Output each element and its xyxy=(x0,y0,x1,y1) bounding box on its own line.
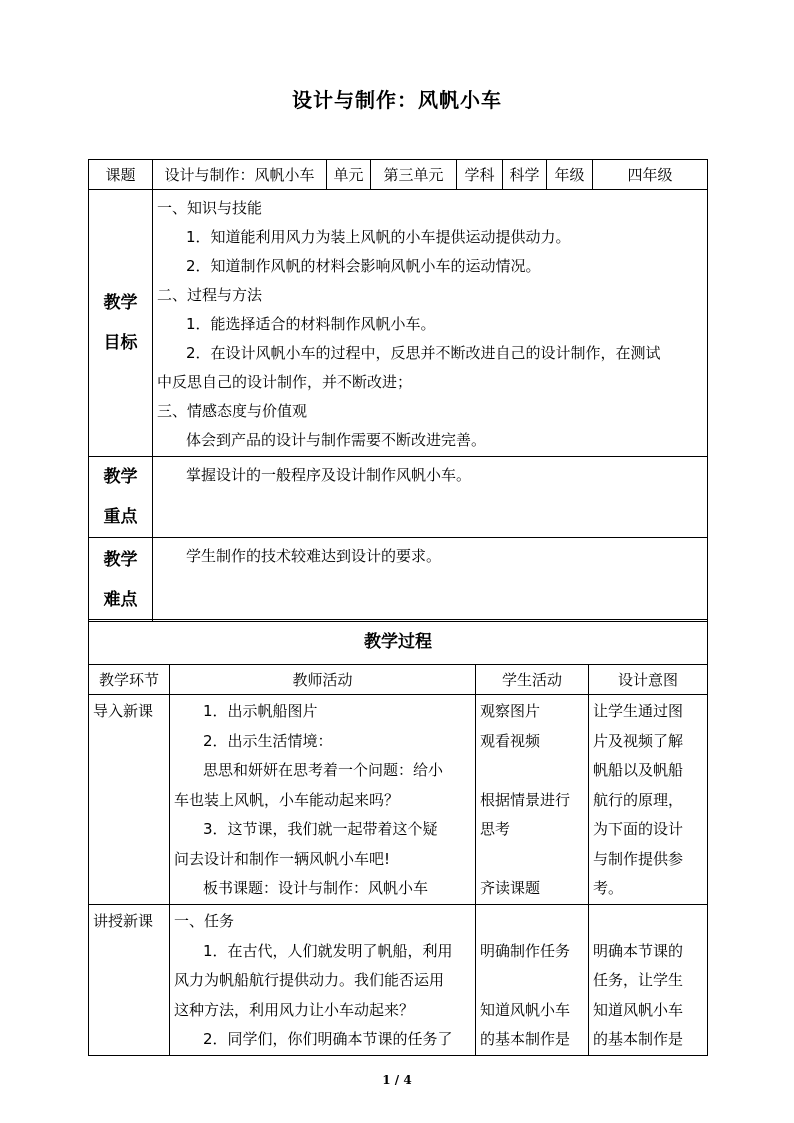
process-table xyxy=(88,619,708,1056)
process-header-row xyxy=(89,665,708,695)
col-header-teacher: 教师活动 xyxy=(170,665,476,695)
objectives-row xyxy=(89,190,708,457)
key-points-content xyxy=(153,457,708,538)
difficulties-row xyxy=(89,538,708,622)
objectives-line: 一、知识与技能 xyxy=(157,199,263,217)
teach-stage: 讲授新课 xyxy=(89,905,170,1056)
page-number: 1 / 4 xyxy=(382,1073,412,1087)
difficulties-label: 教学 难点 xyxy=(89,538,153,622)
objectives-line: 2．知道制作风帆的材料会影响风帆小车的运动情况。 xyxy=(186,257,541,275)
teach-teacher: 一、任务 1．在古代，人们就发明了帆船，利用 风力为帆船航行提供动力。我们能否运用 这种方法，利用风力让小车动起来？ 2．同学们，你们明确本节课的任务了 xyxy=(170,905,476,1056)
intro-teacher: 1．出示帆船图片 2．出示生活情境： 思思和妍妍在思考着一个问题：给小 车也装上风帆，小车能动起来吗？ 3．这节课，我们就一起带着这个疑 问去设计和制作一辆风帆小车吧! 板书课题：设计与制作：风帆小车 xyxy=(170,695,476,905)
course-label: 课题 xyxy=(89,160,153,190)
subject-label: 学科 xyxy=(457,160,503,190)
objectives-line: 二、过程与方法 xyxy=(157,286,263,304)
intro-intent: 让学生通过图 片及视频了解 帆船以及帆船 航行的原理， 为下面的设计 与制作提供参 考。 xyxy=(589,695,708,905)
intro-stage: 导入新课 xyxy=(89,695,170,905)
teach-intent: 明确本节课的 任务，让学生 知道风帆小车 的基本制作是 xyxy=(589,905,708,1056)
objectives-line: 1．知道能利用风力为装上风帆的小车提供运动提供动力。 xyxy=(186,228,571,246)
key-points-label: 教学 重点 xyxy=(89,457,153,538)
process-heading: 教学过程 xyxy=(89,620,708,665)
intro-row xyxy=(89,695,708,905)
course-value: 设计与制作：风帆小车 xyxy=(153,160,327,190)
info-row xyxy=(89,160,708,190)
objectives-line: 2．在设计风帆小车的过程中，反思并不断改进自己的设计制作，在测试 xyxy=(186,344,661,362)
objectives-line: 三、情感态度与价值观 xyxy=(157,402,308,420)
objectives-line: 1．能选择适合的材料制作风帆小车。 xyxy=(186,315,436,333)
objectives-line: 体会到产品的设计与制作需要不断改进完善。 xyxy=(186,431,487,449)
difficulties-content xyxy=(153,538,708,622)
key-points-text: 掌握设计的一般程序及设计制作风帆小车。 xyxy=(186,466,472,484)
page-title: 设计与制作：风帆小车 xyxy=(292,88,502,112)
grade-label: 年级 xyxy=(547,160,593,190)
subject-value: 科学 xyxy=(503,160,547,190)
grade-value: 四年级 xyxy=(593,160,708,190)
objectives-line: 中反思自己的设计制作，并不断改进； xyxy=(157,373,413,391)
col-header-stage: 教学环节 xyxy=(89,665,170,695)
unit-label: 单元 xyxy=(327,160,371,190)
key-points-row xyxy=(89,457,708,538)
objectives-label: 教学 目标 xyxy=(89,190,153,457)
teach-student: 明确制作任务 知道风帆小车 的基本制作是 xyxy=(476,905,589,1056)
unit-value: 第三单元 xyxy=(371,160,457,190)
teach-row xyxy=(89,905,708,1056)
objectives-content xyxy=(153,190,708,457)
lesson-info-table xyxy=(88,159,708,622)
col-header-student: 学生活动 xyxy=(476,665,589,695)
difficulties-text: 学生制作的技术较难达到设计的要求。 xyxy=(186,547,442,565)
intro-student: 观察图片 观看视频 根据情景进行 思考 齐读课题 xyxy=(476,695,589,905)
col-header-intent: 设计意图 xyxy=(589,665,708,695)
